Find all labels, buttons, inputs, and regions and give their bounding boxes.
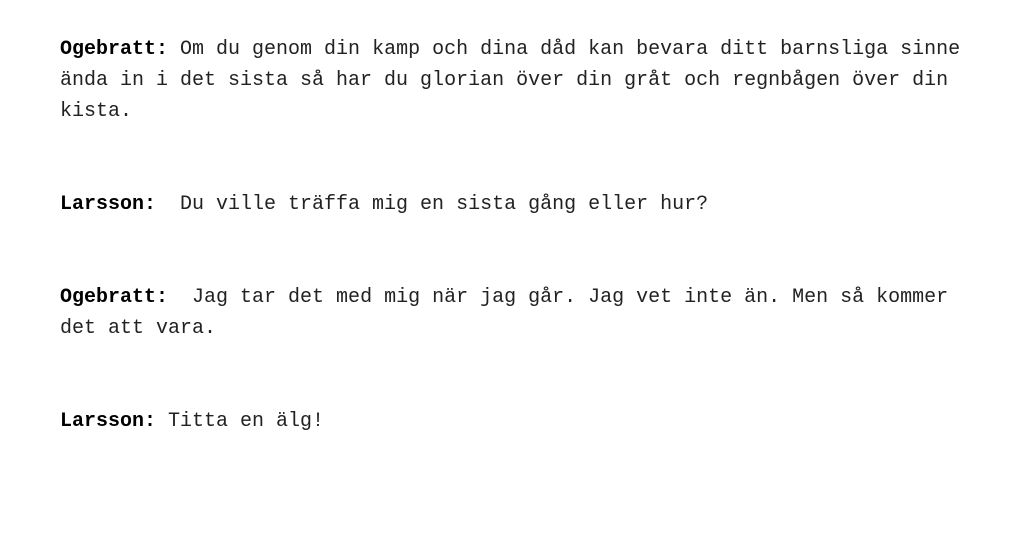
dialogue-line bbox=[60, 282, 980, 344]
speaker-name: Larsson: bbox=[60, 410, 157, 433]
dialogue-text: Om du genom din kamp och dina dåd kan bevara ditt barnsliga sinne ända in i det sista så har du glorian över din gråt och regnbågen över din kista. bbox=[60, 38, 973, 123]
dialogue-transcript bbox=[60, 34, 980, 437]
dialogue-line bbox=[60, 34, 980, 127]
dialogue-text: Jag tar det med mig när jag går. Jag vet inte än. Men så kommer det att vara. bbox=[60, 286, 961, 340]
speaker-name: Larsson: bbox=[60, 193, 157, 216]
speaker-name: Ogebratt: bbox=[60, 38, 169, 61]
speaker-name: Ogebratt: bbox=[60, 286, 169, 309]
dialogue-line bbox=[60, 189, 980, 220]
dialogue-text: Du ville träffa mig en sista gång eller hur? bbox=[156, 193, 709, 216]
dialogue-line bbox=[60, 406, 980, 437]
dialogue-text: Titta en älg! bbox=[156, 410, 325, 433]
